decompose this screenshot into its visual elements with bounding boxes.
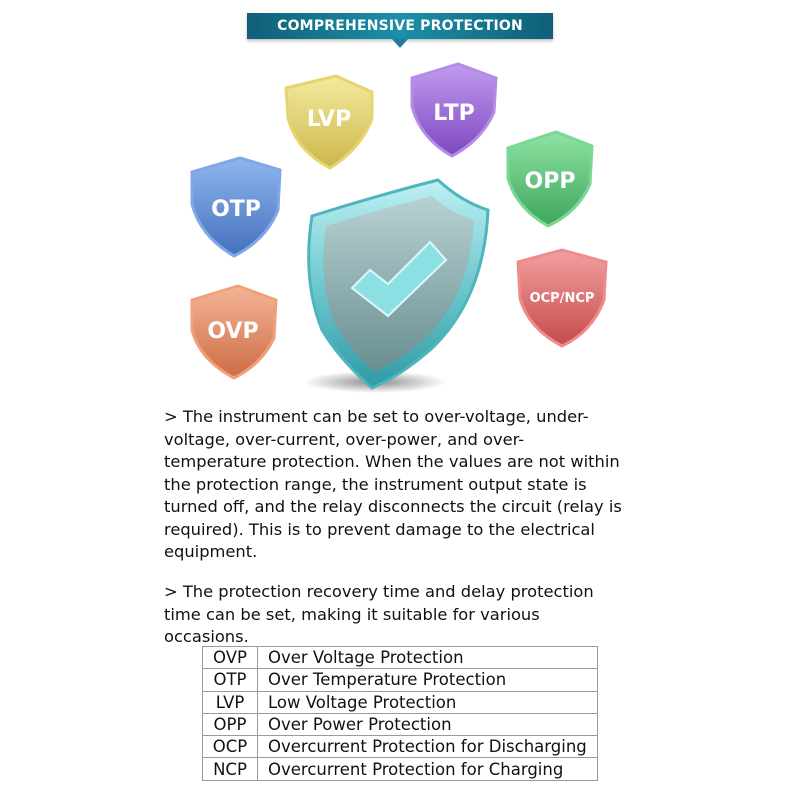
table-cell-abbr: OVP xyxy=(203,647,258,669)
svg-text:LVP: LVP xyxy=(306,107,352,132)
table-row xyxy=(203,691,598,713)
svg-text:OCP/NCP: OCP/NCP xyxy=(529,291,595,306)
table-cell-desc: Overcurrent Protection for Discharging xyxy=(258,736,598,758)
table-cell-desc: Low Voltage Protection xyxy=(258,691,598,713)
description-paragraph-2: > The protection recovery time and delay protection time can be set, making it suitable for various occasions. xyxy=(164,582,594,646)
table-cell-abbr: OCP xyxy=(203,736,258,758)
table-cell-abbr: NCP xyxy=(203,758,258,780)
svg-text:LTP: LTP xyxy=(433,101,475,126)
shield-ovp xyxy=(192,286,276,378)
shield-otp xyxy=(192,158,280,256)
svg-text:OTP: OTP xyxy=(211,197,261,222)
table-row xyxy=(203,669,598,691)
table-row xyxy=(203,758,598,780)
shield-ltp xyxy=(412,64,496,156)
shield-lvp xyxy=(286,76,372,168)
table-row xyxy=(203,647,598,669)
description-paragraph-1: > The instrument can be set to over-voltage, under-voltage, over-current, over-power, and over-temperature protection. When the values are not within the protection range, the instrument output state is turned off, and the relay disconnects the circuit (relay is required). This is to prevent damage to the electrical equipment. xyxy=(164,407,622,561)
shield-ocp-ncp xyxy=(518,250,606,346)
table-cell-abbr: OTP xyxy=(203,669,258,691)
table-cell-abbr: OPP xyxy=(203,713,258,735)
table-cell-desc: Overcurrent Protection for Charging xyxy=(258,758,598,780)
table-cell-desc: Over Temperature Protection xyxy=(258,669,598,691)
table-cell-desc: Over Power Protection xyxy=(258,713,598,735)
table-row xyxy=(203,713,598,735)
table-cell-desc: Over Voltage Protection xyxy=(258,647,598,669)
shield-opp xyxy=(508,132,592,226)
protection-table xyxy=(202,646,598,781)
table-row xyxy=(203,736,598,758)
main-shield xyxy=(303,180,488,393)
banner-title: COMPREHENSIVE PROTECTION xyxy=(277,18,523,34)
svg-text:OPP: OPP xyxy=(524,169,576,194)
table-cell-abbr: LVP xyxy=(203,691,258,713)
svg-text:OVP: OVP xyxy=(207,319,259,344)
